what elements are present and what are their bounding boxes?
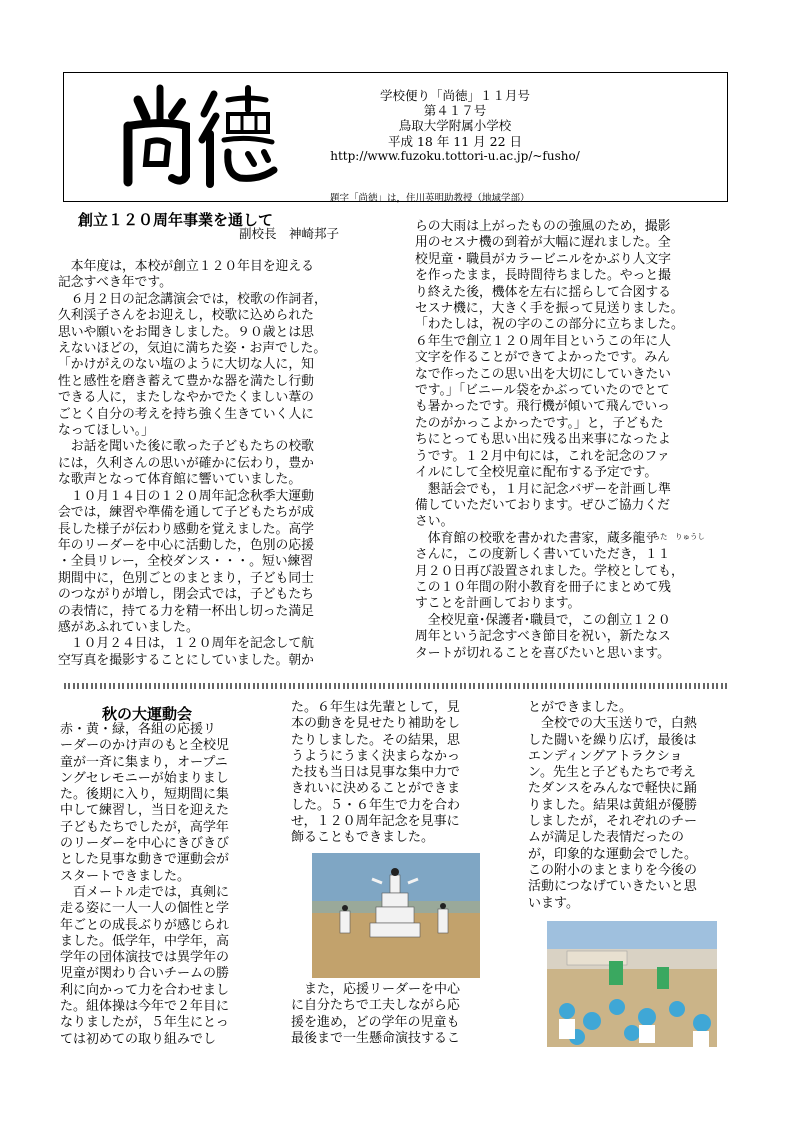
article1-col2-line: たのがかっこよかったです。」と，子どもた xyxy=(415,415,664,431)
article1-col2-line: を作ったまま，長時間待ちました。やっと撮 xyxy=(415,268,671,284)
article1-col1-line: 感があふれていました。 xyxy=(58,619,199,635)
article2-col3-line: たダンスをみんなで軽快に踊 xyxy=(528,781,697,797)
article1-col1-line: ・全員リレー，全校ダンス・・・。短い練習 xyxy=(58,554,314,570)
article1-col2-line: 体育館の校歌を書かれた書家，蔵多龍子 xyxy=(415,530,659,546)
article1-col1-line: 久利渓子さんをお迎えし，校歌に込められた xyxy=(58,308,314,324)
article2-col2_top-line: うようにうまく決まらなかっ xyxy=(291,748,461,764)
article1-col1-line: なってほしい。」 xyxy=(58,423,154,439)
article1-col1-line: には，久利さんの思いが確かに伝わり，豊か xyxy=(58,455,314,471)
article1-col1-line: ６月２日の記念講演会では，校歌の作詞者， xyxy=(58,291,327,307)
article2-col3-line: ムが満足した表情だったの xyxy=(528,830,685,846)
article1-column-left xyxy=(58,259,384,669)
article1-col2-line: 校児童・職員がカラービニルをかぶり人文字 xyxy=(415,251,671,267)
article2-col2_top-line: した。５・６年生で力を合わ xyxy=(291,797,461,813)
article2-col2_top-line: た技も当日は見事な集中力で xyxy=(291,765,461,781)
article2-col1-line: とした見事な動きで運動会が xyxy=(60,852,230,868)
article2-col2_bottom-line: また，応援リーダーを中心 xyxy=(291,982,461,997)
article2-col1-line: ングセレモニーが始まりまし xyxy=(60,770,229,786)
article2-col3-line: 全校での大玉送りで，白熱 xyxy=(528,716,697,732)
article1-col1-line: 年のリーダーを中心に活動した，色別の応援 xyxy=(58,537,314,553)
article2-col1-line: 子どもたちでしたが，高学年 xyxy=(60,819,229,835)
issue-number: 第４１７号 xyxy=(423,103,487,119)
article2-column-1 xyxy=(60,722,270,1048)
furigana-ruby: くらた りゅうし xyxy=(645,532,705,541)
issue-date: 平成 18 年 11 月 22 日 xyxy=(387,133,523,149)
photo-gymnastics-pyramid xyxy=(312,853,480,978)
article1-col1-line: 思いや願いをお聞きしました。９０歳とは思 xyxy=(58,324,314,340)
article1-col1-line: １０月１４日の１２０周年記念秋季大運動 xyxy=(58,488,314,504)
article1-col1-line: できる人に，またしなやかでたくましい葦の xyxy=(58,390,314,406)
article2-col3-line: した闘いを繰り広げ，最後は xyxy=(528,732,697,748)
article2-col2_top-line: きれいに決めることができま xyxy=(291,781,461,797)
article1-col2-line: ちにとっても思い出に残る出来事になったよ xyxy=(415,432,671,448)
article1-column-right xyxy=(415,219,741,662)
article2-col1-line: た。後期に入り，短期間に集 xyxy=(60,787,230,803)
article2-col1-line: ました。低学年，中学年，高 xyxy=(60,933,230,949)
article1-col1-line: 会では，練習や準備を通して子どもたちが成 xyxy=(58,505,314,521)
article2-col2_top-line: たりしました。その結果，思 xyxy=(291,732,461,748)
article2-col3-line: ン。先生と子どもたちで考え xyxy=(528,765,696,781)
article2-col2_bottom-line: に自分たちで工夫しながら応 xyxy=(291,998,460,1014)
article2-col2_top-line: た。６年生は先輩として，見 xyxy=(291,700,460,715)
article1-col2-line: 「わたしは，祝の字のこの部分に立ちました。 xyxy=(415,317,684,333)
article2-col1-line: 赤・黄・緑，各組の応援リ xyxy=(60,722,217,737)
article2-col1-line: た。組体操は今年で２年目に xyxy=(60,999,230,1015)
article1-col2-line: この１０年間の附小教育を冊子にまとめて残 xyxy=(415,579,671,595)
article2-column-3 xyxy=(528,700,738,912)
article2-col2_top-line: せ，１２０周年記念を見事に xyxy=(291,814,460,830)
article1-col2-line: うです。１２月中旬には，これを記念のファ xyxy=(415,448,670,464)
photo-ending-dance xyxy=(547,921,717,1047)
article2-col2_bottom-line: 援を進め，どの学年の児童も xyxy=(291,1014,460,1030)
article1-col1-line: 記念すべき年です。 xyxy=(58,275,172,291)
article2-col1-line: 走る姿に一人一人の個性と学 xyxy=(60,901,230,917)
article1-col1-line: な歌声となって体育館に響いていました。 xyxy=(58,472,302,488)
article2-col3-line: 活動につなげていきたいと思 xyxy=(528,879,697,895)
article1-col1-line: 性と感性を磨き蓄えて豊かな器を満たし行動 xyxy=(58,373,314,389)
article1-col1-line: ごとく自分の考えを持ち強く生きていく人に xyxy=(58,406,314,422)
article1-col2-line: 月２０日再び設置されました。学校としても， xyxy=(415,563,684,579)
article2-col1-line: 百メートル走では，真剣に xyxy=(60,884,230,900)
article1-col2-line: らの大雨は上がったものの強風のため，撮影 xyxy=(415,219,671,234)
newsletter-title: 学校便り「尚徳」１１月号 xyxy=(379,88,530,103)
section-divider xyxy=(64,683,730,689)
article2-col2_top-line: 飾ることもできました。 xyxy=(291,830,435,846)
school-url[interactable]: http://www.fuzoku.tottori-u.ac.jp/~fusho/ xyxy=(330,148,580,163)
article1-col2-line: セスナ機に，大きく手を振って見送りました。 xyxy=(415,301,684,317)
article1-col1-line: 期間中に，色別ごとのまとまり，子ども同士 xyxy=(58,570,314,586)
article1-col2-line: なで作ったこの思い出を大切にしていきたい xyxy=(415,366,671,382)
article1-col2-line: 文字を作ることができてよかったです。みん xyxy=(415,350,670,366)
article1-col1-line: お話を聞いた後に歌った子どもたちの校歌 xyxy=(58,439,314,455)
article1-col1-line: 空写真を撮影することにしていました。朝か xyxy=(58,652,314,668)
article1-col2-line: り終えた後，機体を左右に揺らして合図する xyxy=(415,284,671,300)
article1-col1-line: 「かけがえのない塩のように大切な人に，知 xyxy=(58,357,314,373)
article1-col2-line: さい。 xyxy=(415,514,454,530)
article2-col3-line: とができました。 xyxy=(528,700,633,715)
article1-col1-line: のつながりが増し，閉会式では，子どもたち xyxy=(58,587,314,603)
article1-col2-line: 用のセスナ機の到着が大幅に遅れました。全 xyxy=(415,235,671,251)
masthead-info xyxy=(320,88,590,164)
article2-title: 秋の大運動会 xyxy=(102,705,193,723)
article1-col2-line: 周年という記念すべき節目を祝い，新たなス xyxy=(415,629,671,645)
article2-col1-line: 年ごとの成長ぶりが感じられ xyxy=(60,917,230,933)
article1-col2-line: 全校児童･保護者･職員で，この創立１２０ xyxy=(415,612,671,628)
article2-column-2-bottom xyxy=(291,982,511,1047)
article2-col3-line: この附小のまとまりを今後の xyxy=(528,862,698,878)
article2-col1-line: 学年の団体演技では異学年の xyxy=(60,950,230,966)
article1-col1-line: 本年度は，本校が創立１２０年目を迎える xyxy=(58,259,314,274)
article1-col2-line: すことを計画しております。 xyxy=(415,596,581,612)
article1-col2-line: 懇話会でも，１月に記念バザーを計画し準 xyxy=(415,481,671,497)
article1-col2-line: 備していただいております。ぜひご協力くだ xyxy=(415,497,670,513)
article2-col1-line: 児童が関わり合いチームの勝 xyxy=(60,966,230,982)
calligraphy-credit: 題字「尚徳」は，住川英明助教授（地域学部） xyxy=(330,193,530,204)
article1-author: 副校長 神崎邦子 xyxy=(239,226,340,241)
article1-col2-line: ６年生で創立１２０周年目というこの年に人 xyxy=(415,333,671,349)
article1-col1-line: の表情に，持てる力を精一杯出し切った満足 xyxy=(58,603,314,619)
article2-col1-line: のリーダーを中心にきびきび xyxy=(60,836,230,852)
article1-col2-line: イルにして全校児童に配布する予定です。 xyxy=(415,465,658,481)
article2-col3-line: エンディングアトラクショ xyxy=(528,748,683,764)
article2-col1-line: なりましたが，５年生にとっ xyxy=(60,1015,229,1031)
article1-col1-line: えないほどの，気迫に満ちた姿・お声でした。 xyxy=(58,341,327,357)
article2-column-2-top xyxy=(291,700,511,847)
article1-col2-line: です。」「ビニール袋をかぶっていたのでとて xyxy=(415,383,670,399)
article1-title: 創立１２０周年事業を通して xyxy=(78,211,274,229)
article2-col1-line: 中して練習し，当日を迎えた xyxy=(60,803,230,819)
article2-col1-line: スタートできました。 xyxy=(60,868,191,884)
article1-col2-line: タートが切れることを喜びたいと思います。 xyxy=(415,645,670,661)
article2-col1-line: ーダーのかけ声のもと全校児 xyxy=(60,738,230,754)
article1-col2-line: も暑かったです。飛行機が傾いて飛んでいっ xyxy=(415,399,670,415)
article2-col1-line: 利に向かって力を合わせまし xyxy=(60,982,230,998)
article2-col3-line: います。 xyxy=(528,895,579,911)
article1-col1-line: 長した様子が伝わり感動を覚えました。高学 xyxy=(58,521,314,537)
article2-col3-line: りました。結果は黄組が優勝 xyxy=(528,797,698,813)
article2-col1-line: 童が一斉に集まり，オープニ xyxy=(60,754,228,770)
school-name: 鳥取大学附属小学校 xyxy=(398,118,512,134)
masthead-calligraphy-logo xyxy=(116,80,284,192)
article2-col3-line: が，印象的な運動会でした。 xyxy=(528,846,698,862)
article2-col2_bottom-line: 最後まで一生懸命演技するこ xyxy=(291,1030,461,1046)
article2-col2_top-line: 本の動きを見せたり補助をし xyxy=(291,716,461,732)
article2-col3-line: しましたが，それぞれのチー xyxy=(528,814,698,830)
article1-col1-line: １０月２４日は，１２０周年を記念して航 xyxy=(58,636,314,652)
article2-col1-line: ては初めての取り組みでし xyxy=(60,1031,217,1047)
article1-col2-line: さんに，この度新しく書いていただき，１１ xyxy=(415,547,671,563)
